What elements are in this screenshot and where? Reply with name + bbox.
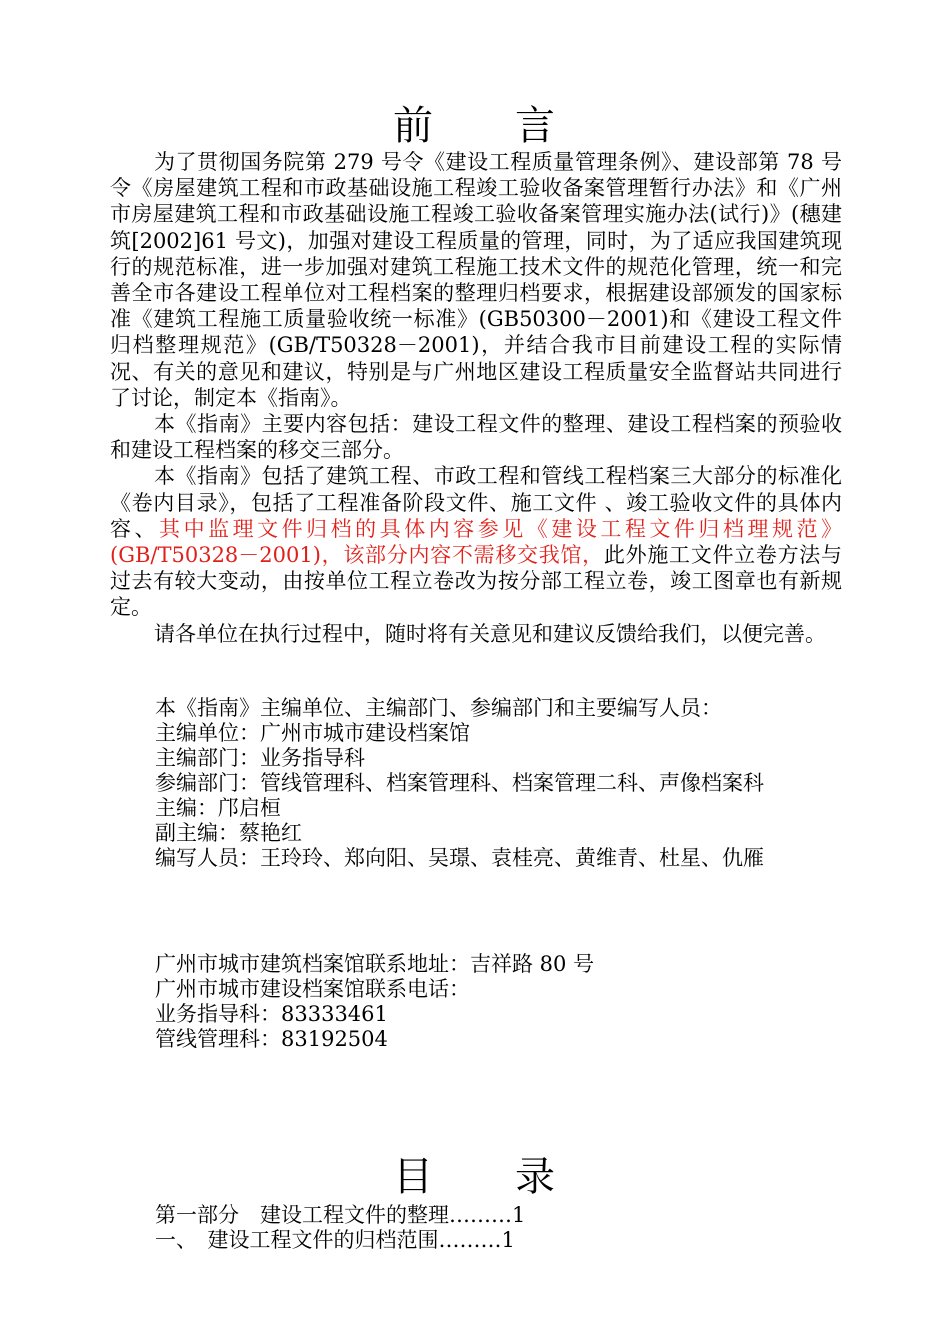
preface-body xyxy=(110,149,842,647)
highlighted-note: 其中监理文件归档的具体内容参见《建设工程文件归档理规范》(GB/T50328－2001)，该部分内容不需移交我馆， xyxy=(110,516,843,568)
preface-title-char-1: 前 xyxy=(393,103,435,149)
preface-paragraph-2 xyxy=(110,411,842,463)
toc-entry[interactable]: 第一部分 建设工程文件的整理………1 xyxy=(155,1203,526,1227)
toc-title-char-2: 录 xyxy=(515,1154,557,1200)
editors-deputy: 副主编：蔡艳红 xyxy=(155,821,302,845)
preface-paragraph-1 xyxy=(110,149,842,411)
editors-intro: 本《指南》主编单位、主编部门、参编部门和主要编写人员： xyxy=(155,696,722,720)
editors-writers: 编写人员：王玲玲、郑向阳、吴璟、袁桂亮、黄维青、杜星、仇雁 xyxy=(155,846,764,870)
toc-title-char-1: 目 xyxy=(393,1154,435,1200)
paragraph-text: 本《指南》主要内容包括：建设工程文件的整理、建设工程档案的预验收和建设工程档案的移交三部分。 xyxy=(110,412,842,463)
toc-title xyxy=(0,1153,950,1201)
editors-department: 主编部门：业务指导科 xyxy=(155,746,365,770)
editors-unit: 主编单位：广州市城市建设档案馆 xyxy=(155,721,470,745)
toc-entry[interactable]: 一、 建设工程文件的归档范围………1 xyxy=(155,1228,515,1252)
contact-phone-label: 广州市城市建设档案馆联系电话： xyxy=(155,977,470,1001)
contact-phone-business: 业务指导科：83333461 xyxy=(155,1002,388,1026)
preface-paragraph-3 xyxy=(110,463,842,620)
contact-address: 广州市城市建筑档案馆联系地址：吉祥路 80 号 xyxy=(155,952,595,976)
editors-chief: 主编：邝启桓 xyxy=(155,796,281,820)
preface-title xyxy=(0,102,950,150)
preface-paragraph-4 xyxy=(110,621,842,647)
contact-phone-pipeline: 管线管理科：83192504 xyxy=(155,1027,388,1051)
paragraph-text: 为了贯彻国务院第 279 号令《建设工程质量管理条例》、建设部第 78 号令《房屋建筑工程和市政基础设施工程竣工验收备案管理暂行办法》和《广州市房屋建筑工程和市政基础设施工程竣工验收备案管理实施办法(试行)》(穗建筑[2002]61 号文)，加强对建设工程质量的管理，同时，为了适应我国建筑现行的规范标准，进一步加强对建筑工程施工技术文件的规范化管理，统一和完善全市各建设工程单位对工程档案的整理归档要求，根据建设部颁发的国家标准《建筑工程施工质量验收统一标准》(GB50300－2001)和《建设工程文件归档整理规范》(GB/T50328－2001)，并结合我市目前建设工程的实际情况、有关的意见和建议，特别是与广州地区建设工程质量安全监督站共同进行了讨论，制定本《指南》。 xyxy=(110,150,842,410)
paragraph-text: 此外施工文件立卷方法与过去有较大变动，由按单位工程立卷改为按分部工程立卷，竣工图章也有新规定。 xyxy=(110,543,843,620)
paragraph-text: 本《指南》包括了建筑工程、市政工程和管线工程档案三大部分的标准化《卷内目录》，包括了工程准备阶段文件、施工文件 、竣工验收文件的具体内容、 xyxy=(110,464,842,541)
paragraph-text: 请各单位在执行过程中，随时将有关意见和建议反馈给我们，以便完善。 xyxy=(154,621,826,646)
editors-participating: 参编部门：管线管理科、档案管理科、档案管理二科、声像档案科 xyxy=(155,771,764,795)
preface-title-char-2: 言 xyxy=(515,103,557,149)
